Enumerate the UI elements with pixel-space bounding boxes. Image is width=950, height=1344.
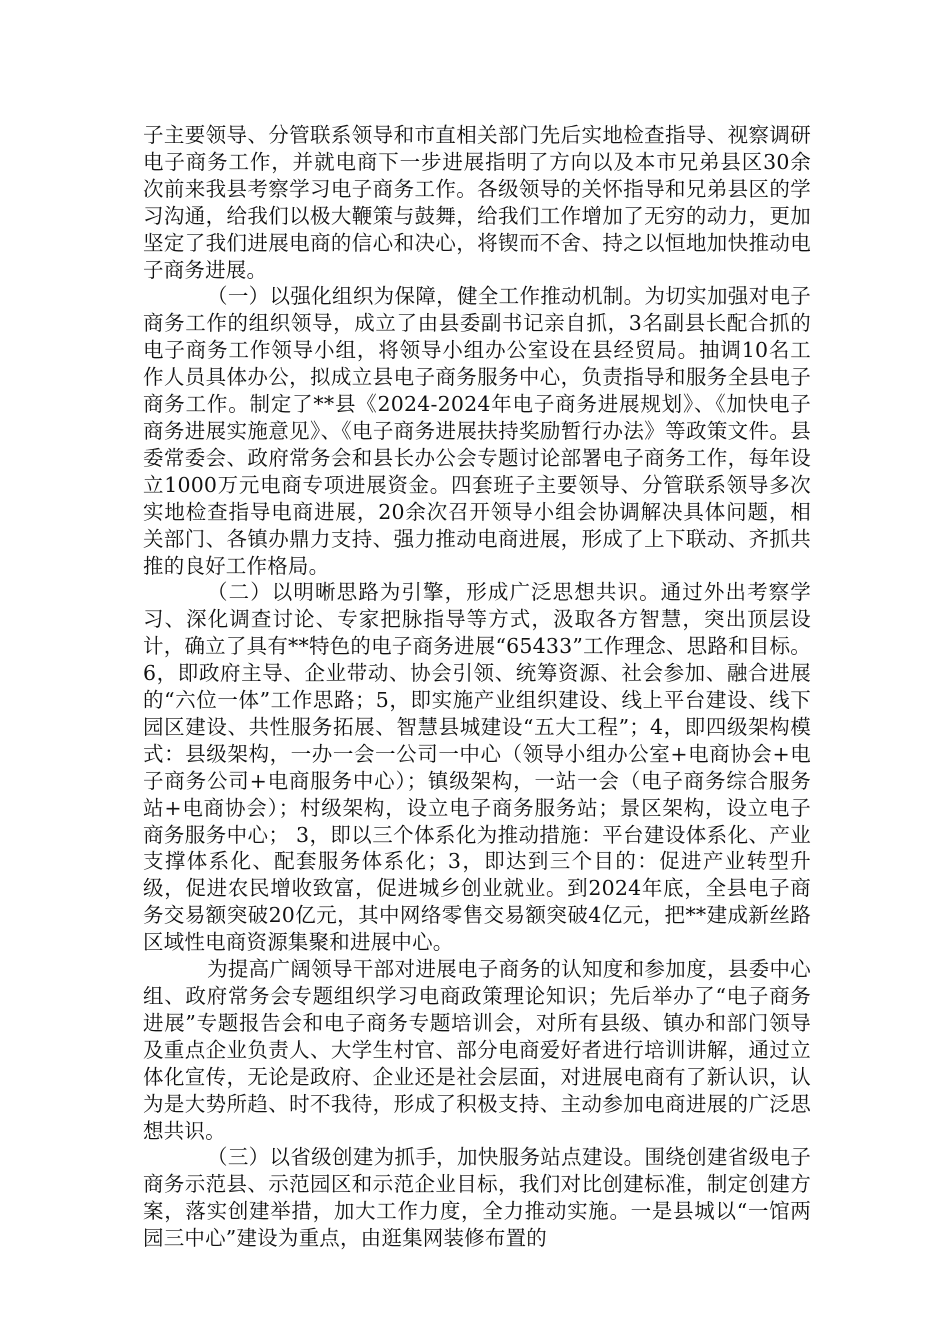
document-page: [143, 122, 811, 1252]
paragraph-section-three: （三）以省级创建为抓手，加快服务站点建设。围绕创建省级电子商务示范县、示范园区和示范企业目标，我们对比创建标准，制定创建方案，落实创建举措，加大工作力度，全力推动实施。一是县城以“一馆两园三中心”建设为重点，由逛集网装修布置的: [143, 1145, 811, 1251]
paragraph-section-one: （一）以强化组织为保障，健全工作推动机制。为切实加强对电子商务工作的组织领导，成立了由县委副书记亲自抓，3名副县长配合抓的电子商务工作领导小组，将领导小组办公室设在县经贸局。抽调10名工作人员具体办公，拟成立县电子商务服务中心，负责指导和服务全县电子商务工作。制定了**县《2024-2024年电子商务进展规划》、《加快电子商务进展实施意见》、《电子商务进展扶持奖励暂行办法》等政策文件。县委常委会、政府常务会和县长办公会专题讨论部署电子商务工作，每年设立1000万元电商专项进展资金。四套班子主要领导、分管联系领导多次实地检查指导电商进展，20余次召开领导小组会协调解决具体问题，相关部门、各镇办鼎力支持、强力推动电商进展，形成了上下联动、齐抓共推的良好工作格局。: [143, 284, 811, 578]
paragraph-training: 为提高广阔领导干部对进展电子商务的认知度和参加度，县委中心组、政府常务会专题组织学习电商政策理论知识；先后举办了“电子商务进展”专题报告会和电子商务专题培训会，对所有县级、镇办和部门领导及重点企业负责人、大学生村官、部分电商爱好者进行培训讲解，通过立体化宣传，无论是政府、企业还是社会层面，对进展电商有了新认识，认为是大势所趋、时不我待，形成了积极支持、主动参加电商进展的广泛思想共识。: [143, 957, 811, 1143]
paragraph-section-two: （二）以明晰思路为引擎，形成广泛思想共识。通过外出考察学习、深化调查讨论、专家把脉指导等方式，汲取各方智慧，突出顶层设计，确立了具有**特色的电子商务进展“65433”工作理念、思路和目标。6，即政府主导、企业带动、协会引领、统筹资源、社会参加、融合进展的“六位一体”工作思路；5，即实施产业组织建设、线上平台建设、线下园区建设、共性服务拓展、智慧县城建设“五大工程”；4，即四级架构模式：县级架构，一办一会一公司一中心（领导小组办公室+电商协会+电子商务公司+电商服务中心）；镇级架构，一站一会（电子商务综合服务站+电商协会）；村级架构，设立电子商务服务站；景区架构，设立电子商务服务中心； 3，即以三个体系化为推动措施：平台建设体系化、产业支撑体系化、配套服务体系化；3，即达到三个目的：促进产业转型升级，促进农民增收致富，促进城乡创业就业。到2024年底，全县电子商务交易额突破20亿元，其中网络零售交易额突破4亿元，把**建成新丝路区域性电商资源集聚和进展中心。: [143, 580, 811, 955]
paragraph-continuation: 子主要领导、分管联系领导和市直相关部门先后实地检查指导、视察调研电子商务工作，并就电商下一步进展指明了方向以及本市兄弟县区30余次前来我县考察学习电子商务工作。各级领导的关怀指导和兄弟县区的学习沟通，给我们以极大鞭策与鼓舞，给我们工作增加了无穷的动力，更加坚定了我们进展电商的信心和决心，将锲而不舍、持之以恒地加快推动电子商务进展。: [143, 123, 811, 282]
